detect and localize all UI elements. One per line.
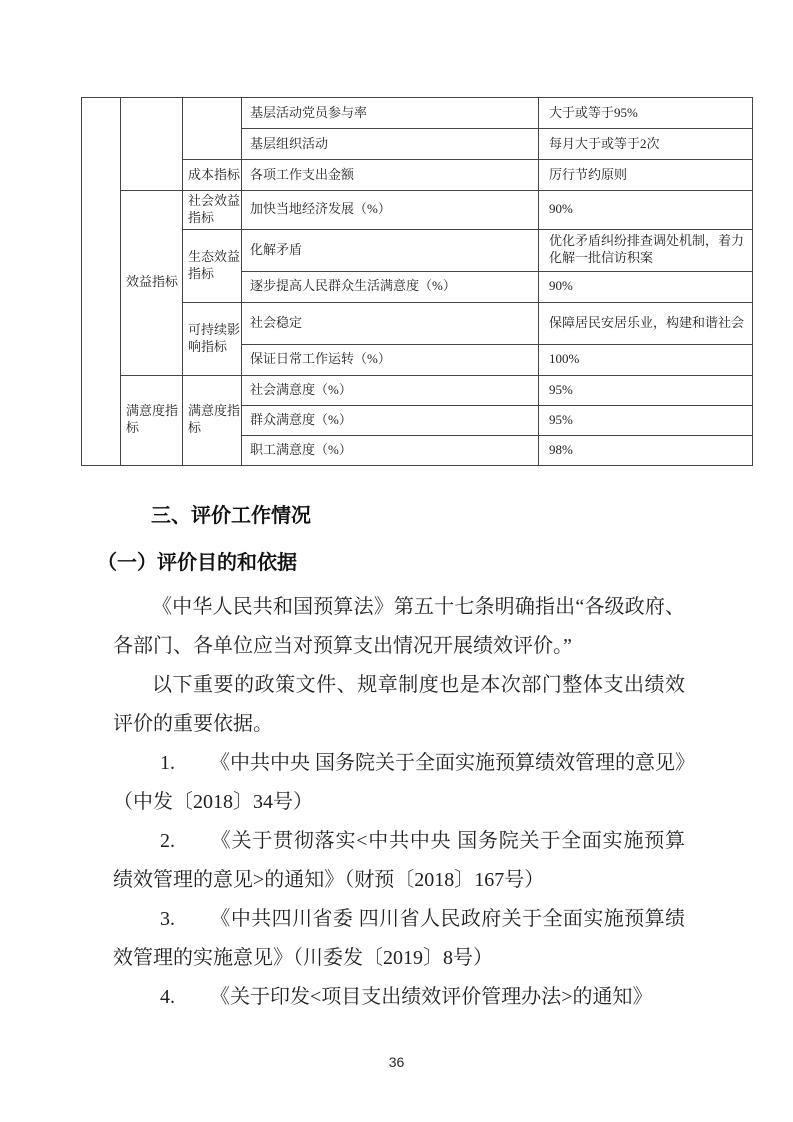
value-cell: 100% [539,344,753,375]
spacer-cell-level1 [82,98,121,466]
list-item-text: 《中共四川省委 四川省人民政府关于全面实施预算绩效管理的实施意见》（川委发〔2019〕8号） [113,908,685,969]
value-cell: 95% [539,375,753,405]
indicator-cell: 各项工作支出金额 [242,160,539,191]
value-cell: 厉行节约原则 [539,160,753,191]
table-row [82,302,753,344]
indicator-cell: 逐步提高人民群众生活满意度（%） [242,271,539,302]
spacer-cell-level3 [183,98,242,160]
list-item-number: 4. [160,986,175,1008]
indicator-cell: 基层组织活动 [242,129,539,160]
paragraph-policy-intro: 以下重要的政策文件、规章制度也是本次部门整体支出绩效评价的重要依据。 [113,674,685,735]
indicator-cell: 社会满意度（%） [242,375,539,405]
table-row [82,98,753,129]
list-item-number: 3. [160,908,175,930]
list-item-text: 《关于贯彻落实<中共中央 国务院关于全面实施预算绩效管理的意见>的通知》（财预〔2018〕167号） [113,830,685,891]
value-cell: 优化矛盾纠纷排查调处机制，着力化解一批信访积案 [539,229,753,271]
list-item-text: 《中共中央 国务院关于全面实施预算绩效管理的意见》（中发〔2018〕34号） [113,752,685,813]
subgroup-cell-cost: 成本指标 [183,160,242,191]
group-cell-benefit: 效益指标 [121,191,183,376]
subgroup-cell-eco-benefit: 生态效益指标 [183,229,242,302]
table-row [82,191,753,230]
subsection-heading: （一）评价目的和依据 [97,552,297,574]
indicator-cell: 化解矛盾 [242,229,539,271]
group-cell-satisfaction: 满意度指标 [121,375,183,465]
value-cell: 98% [539,435,753,465]
list-item-1 [113,744,685,822]
value-cell: 每月大于或等于2次 [539,129,753,160]
table-row [82,375,753,405]
indicator-table [81,97,753,466]
subgroup-cell-social-benefit: 社会效益指标 [183,191,242,230]
value-cell: 保障居民安居乐业，构建和谐社会 [539,302,753,344]
value-cell: 90% [539,191,753,230]
table-row [82,160,753,191]
value-cell: 大于或等于95% [539,98,753,129]
indicator-cell: 加快当地经济发展（%） [242,191,539,230]
list-item-number: 2. [160,830,175,852]
page-number: 36 [388,1054,405,1070]
indicator-cell: 社会稳定 [242,302,539,344]
spacer-cell-level2 [121,98,183,191]
list-item-3 [113,900,685,978]
paragraph-legal-basis: 《中华人民共和国预算法》第五十七条明确指出“各级政府、各部门、各单位应当对预算支出情况开展绩效评价。” [113,596,685,657]
indicator-cell: 群众满意度（%） [242,405,539,435]
section-content [97,505,685,1017]
subgroup-cell-sustainability: 可持续影响指标 [183,302,242,375]
value-cell: 95% [539,405,753,435]
section-heading: 三、评价工作情况 [151,505,311,527]
subgroup-cell-satisfaction: 满意度指标 [183,375,242,465]
list-item-text: 《关于印发<项目支出绩效评价管理办法>的通知》 [210,986,653,1008]
list-item-2 [113,822,685,900]
indicator-cell: 保证日常工作运转（%） [242,344,539,375]
value-cell: 90% [539,271,753,302]
list-item-number: 1. [160,752,175,774]
table-row [82,229,753,271]
indicator-cell: 职工满意度（%） [242,435,539,465]
indicator-cell: 基层活动党员参与率 [242,98,539,129]
list-item-4 [113,978,685,1017]
